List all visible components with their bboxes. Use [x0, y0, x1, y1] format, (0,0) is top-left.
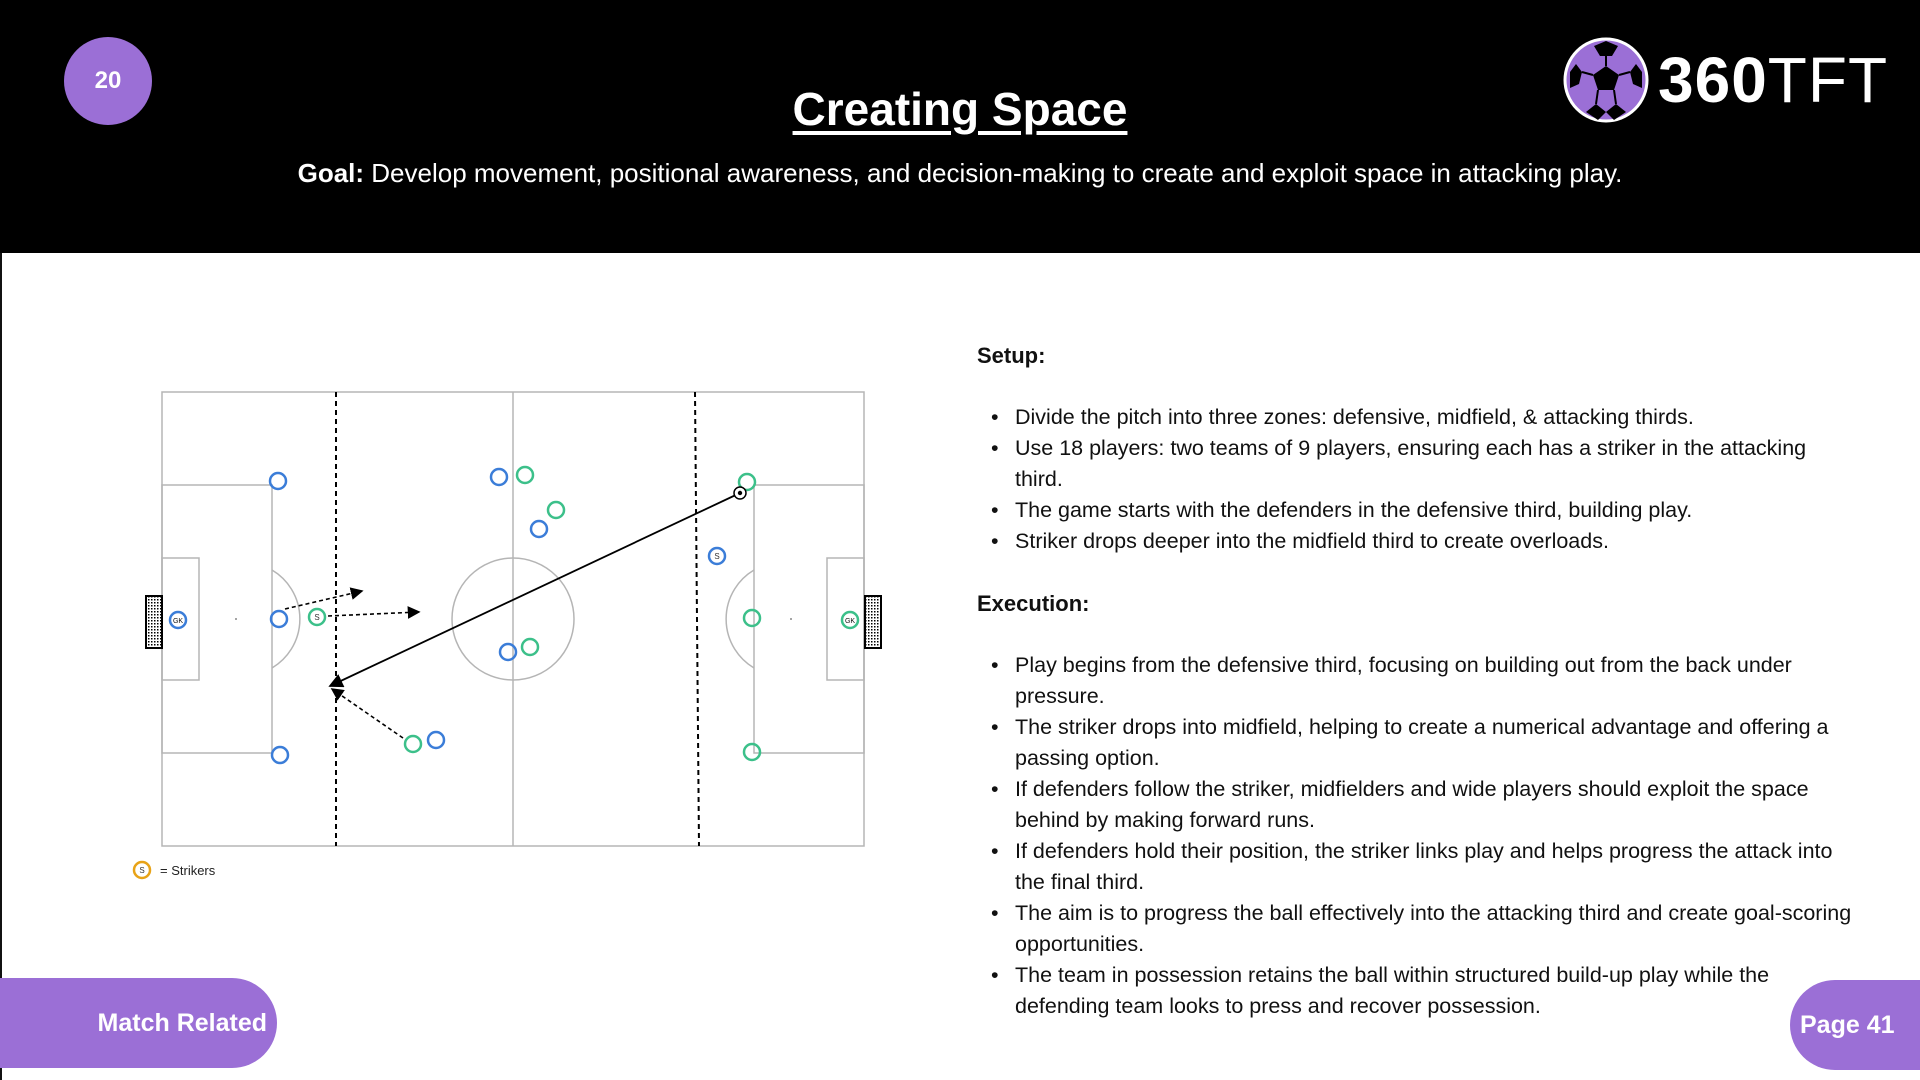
logo-number: 360 [1658, 44, 1768, 116]
green-player [517, 467, 533, 483]
green-player [548, 502, 564, 518]
zone-line-right [695, 392, 699, 846]
goal-text: Develop movement, positional awareness, and decision-making to create and exploit space in attacking play. [364, 158, 1623, 188]
execution-item: • If defenders follow the striker, midfielders and wide players should exploit the space behind by making forward runs. [977, 774, 1857, 836]
blue-striker [709, 548, 725, 564]
legend-text: = Strikers [160, 862, 216, 878]
green-player [522, 639, 538, 655]
page-number: Page 41 [1800, 1010, 1895, 1039]
run-arrow [328, 612, 419, 616]
setup-item: • Striker drops deeper into the midfield third to create overloads. [977, 526, 1857, 557]
execution-list [977, 650, 1857, 1022]
logo-letters: TFT [1767, 44, 1889, 116]
execution-item: • The striker drops into midfield, helping to create a numerical advantage and offering a passing option. [977, 712, 1857, 774]
execution-item: • The team in possession retains the ball within structured build-up play while the defending team looks to press and recover possession. [977, 960, 1857, 1022]
blue-player [428, 732, 444, 748]
logo-wordmark [1658, 43, 1888, 117]
right-goalkeeper [842, 612, 858, 628]
blue-striker-mark: S [714, 552, 720, 561]
setup-title: Setup: [977, 343, 1046, 368]
setup-item: • Divide the pitch into three zones: defensive, midfield, & attacking thirds. [977, 402, 1857, 433]
right-penalty-arc [726, 570, 754, 668]
execution-item: • If defenders hold their position, the striker links play and helps progress the attack into the final third. [977, 836, 1857, 898]
page-number-tab [1790, 980, 1920, 1070]
execution-title: Execution: [977, 591, 1090, 616]
diagram-legend [132, 860, 215, 880]
green-player [744, 744, 760, 760]
category-label: Match Related [97, 1008, 267, 1037]
blue-player [271, 611, 287, 627]
right-goalkeeper-label: GK [844, 618, 856, 625]
execution-item: • Play begins from the defensive third, focusing on building out from the back under pressure. [977, 650, 1857, 712]
green-player [405, 736, 421, 752]
setup-item: • Use 18 players: two teams of 9 players, ensuring each has a striker in the attacking third. [977, 433, 1857, 495]
striker-legend-icon [132, 860, 152, 880]
left-goal-net-icon [146, 596, 162, 648]
green-striker [309, 609, 325, 625]
right-penalty-spot [790, 618, 792, 620]
right-goal-net-icon [865, 596, 881, 648]
setup-item: • The game starts with the defenders in the defensive third, building play. [977, 495, 1857, 526]
ball-icon [734, 487, 746, 499]
header-bar [0, 0, 1920, 253]
page-title: Creating Space [792, 83, 1128, 135]
pitch-diagram [130, 380, 900, 880]
green-player [744, 610, 760, 626]
green-striker-mark: S [314, 613, 320, 622]
blue-player [272, 747, 288, 763]
blue-player [491, 469, 507, 485]
left-penalty-spot [235, 618, 237, 620]
run-arrow [332, 689, 403, 738]
soccer-ball-icon [1562, 36, 1650, 124]
instructions-column [977, 340, 1857, 1053]
drill-number: 20 [94, 67, 122, 94]
brand-logo [1562, 36, 1888, 124]
setup-list [977, 402, 1857, 557]
goal-statement [0, 158, 1920, 189]
left-goalkeeper [170, 612, 186, 628]
blue-player [531, 521, 547, 537]
pitch-svg [130, 380, 900, 880]
category-tab[interactable] [0, 978, 277, 1068]
execution-item: • The aim is to progress the ball effectively into the attacking third and create goal-scoring opportunities. [977, 898, 1857, 960]
goal-label: Goal: [297, 158, 365, 188]
legend-striker-mark: S [139, 866, 145, 875]
left-goalkeeper-label: GK [172, 618, 184, 625]
blue-player [270, 473, 286, 489]
page-left-border [0, 253, 2, 1080]
